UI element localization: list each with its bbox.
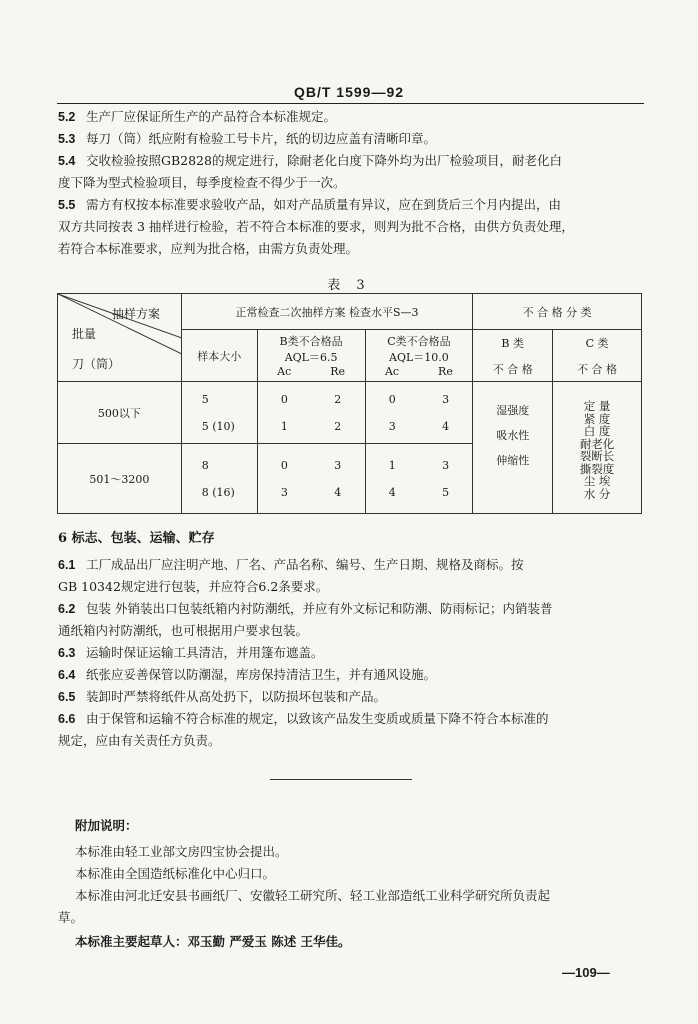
value: 3 — [280, 485, 288, 499]
value: 1 — [388, 458, 396, 472]
clause-number: 6.1 — [58, 558, 76, 572]
c-item: 裂断长 — [579, 449, 615, 463]
separator-rule — [270, 779, 412, 780]
b-aql: AQL＝6.5 — [284, 351, 338, 364]
c-class-col — [553, 330, 642, 382]
c-item: 撕裂度 — [579, 461, 615, 476]
clause-6-3 — [58, 642, 648, 664]
clause-number: 6.4 — [58, 668, 76, 682]
notes-title: 附加说明： — [75, 818, 138, 833]
note-line: 本标准由河北迁安县书画纸厂、安徽轻工研究所、轻工业部造纸工业科学研究所负责起 — [75, 888, 551, 903]
document-header: QB/T 1599—92 — [293, 84, 405, 100]
clause-6-4 — [58, 664, 648, 686]
c-item: 白 度 — [583, 424, 611, 438]
sampling-table — [57, 293, 642, 514]
b-bugehe: 不 合 格 — [492, 362, 533, 376]
table-corner-cell — [58, 294, 182, 382]
clause-6-5 — [58, 686, 648, 708]
c-item: 耐老化 — [579, 436, 615, 451]
clause-text-cont: 规定，应由有关责任方负责。 — [58, 733, 221, 748]
clause-text: 每刀（筒）纸应附有检验工号卡片，纸的切边应盖有清晰印章。 — [85, 131, 436, 146]
value: 4 — [442, 419, 450, 433]
c-header-text: C类不合格品 — [387, 335, 451, 348]
clause-6-1 — [58, 554, 648, 598]
clause-5-2 — [58, 106, 648, 128]
sample-1: 5 — [201, 392, 209, 406]
value: 4 — [334, 485, 342, 499]
clause-number: 6.5 — [58, 690, 76, 704]
note-line: 本标准由全国造纸标准化中心归口。 — [75, 866, 276, 881]
clause-6-2 — [58, 598, 648, 642]
sample-2: 8 (16) — [201, 485, 235, 499]
value: 3 — [388, 419, 396, 433]
plan-header: 正常检查二次抽样方案 检查水平S—3 — [181, 294, 473, 330]
c-items-cell — [553, 382, 642, 514]
clause-text-cont2: 若符合本标准要求，应判为批合格，由需方负责处理。 — [58, 241, 359, 256]
drafters-line: 本标准主要起草人：邓玉勤 严爱玉 陈述 王华佳。 — [75, 934, 351, 949]
clause-number: 5.5 — [58, 198, 76, 212]
sample-size-header: 样本大小 — [181, 330, 257, 382]
clause-text-cont: 通纸箱内衬防潮纸，也可根据用户要求包装。 — [58, 623, 309, 638]
value: 3 — [442, 392, 450, 406]
corner-top-label: 抽样方案 — [112, 306, 161, 321]
ac-label: Ac — [277, 365, 292, 378]
clause-5-3 — [58, 128, 648, 150]
clause-text: 由于保管和运输不符合标准的规定，以致该产品发生变质或质量下降不符合本标准的 — [85, 711, 549, 726]
value: 0 — [280, 458, 288, 472]
value: 3 — [334, 458, 342, 472]
corner-unit-label: 刀（筒） — [72, 356, 121, 371]
b-class-col — [473, 330, 553, 382]
c-class-header — [365, 330, 473, 382]
page-number: —109— — [562, 965, 610, 980]
b-item: 伸缩性 — [496, 454, 530, 467]
sample-2: 5 (10) — [201, 419, 235, 433]
b-values-cell — [257, 444, 365, 514]
sample-size-cell — [181, 382, 257, 444]
b-class-label: B 类 — [501, 336, 525, 350]
value: 4 — [388, 485, 396, 499]
clause-text: 包装 外销装出口包装纸箱内衬防潮纸，并应有外文标记和防潮、防雨标记；内销装普 — [85, 601, 553, 616]
c-aql: AQL＝10.0 — [389, 351, 449, 364]
clause-text: 需方有权按本标准要求验收产品，如对产品质量有异议，应在到货后三个月内提出，由 — [85, 197, 561, 212]
class-header: 不 合 格 分 类 — [473, 294, 642, 330]
re-label: Re — [438, 365, 453, 378]
sample-1: 8 — [201, 458, 209, 472]
clause-5-4 — [58, 150, 648, 194]
clause-text: 纸张应妥善保管以防潮湿，库房保持清洁卫生，并有通风设施。 — [85, 667, 436, 682]
clause-number: 5.2 — [58, 110, 76, 124]
corner-batch-label: 批量 — [72, 326, 97, 341]
c-class-label: C 类 — [585, 336, 609, 350]
value: 2 — [334, 392, 342, 406]
clause-text-cont: 度下降为型式检验项目，每季度检查不得少于一次。 — [58, 175, 346, 190]
sample-size-cell — [181, 444, 257, 514]
c-item: 水 分 — [583, 486, 611, 501]
header-rule — [57, 103, 644, 104]
b-items-cell — [473, 382, 553, 514]
c-item: 紧 度 — [583, 411, 611, 426]
clause-text: 交收检验按照GB2828的规定进行，除耐老化白度下降外均为出厂检验项目，耐老化白 — [85, 153, 562, 168]
clause-text-cont: 双方共同按表 3 抽样进行检验，若不符合本标准的要求，则判为批不合格，由供方负责处理， — [58, 219, 574, 234]
clause-5-5 — [58, 194, 648, 260]
b-header-text: B类不合格品 — [279, 335, 343, 348]
re-label: Re — [330, 365, 346, 378]
clause-number: 6.3 — [58, 646, 76, 660]
table-caption: 表 3 — [327, 278, 371, 293]
clause-number: 5.4 — [58, 154, 76, 168]
clause-text: 工厂成品出厂应注明产地、厂名、产品名称、编号、生产日期、规格及商标。按 — [85, 557, 524, 572]
c-bugehe: 不 合 格 — [577, 362, 618, 376]
clause-text: 生产厂应保证所生产的产品符合本标准规定。 — [85, 109, 336, 124]
c-item: 定 量 — [583, 399, 611, 413]
clause-number: 5.3 — [58, 132, 76, 146]
note-line-cont: 草。 — [58, 910, 84, 925]
ac-label: Ac — [384, 365, 400, 378]
value: 3 — [442, 458, 450, 472]
clause-text: 运输时保证运输工具清洁，并用篷布遮盖。 — [85, 645, 324, 660]
b-item: 湿强度 — [496, 404, 530, 417]
note-line: 本标准由轻工业部文房四宝协会提出。 — [75, 844, 288, 859]
value: 0 — [388, 392, 396, 406]
clause-text-cont: GB 10342规定进行包装，并应符合6.2条要求。 — [58, 579, 329, 594]
b-values-cell — [257, 382, 365, 444]
b-item: 吸水性 — [496, 429, 530, 442]
value: 0 — [280, 392, 288, 406]
section-6-title: 6 标志、包装、运输、贮存 — [58, 531, 215, 546]
clause-number: 6.2 — [58, 602, 76, 616]
batch-cell: 501～3200 — [58, 444, 182, 514]
b-class-header — [257, 330, 365, 382]
value: 1 — [280, 419, 288, 433]
batch-cell: 500以下 — [58, 382, 182, 444]
c-item: 尘 埃 — [583, 474, 611, 488]
clause-6-6 — [58, 708, 648, 752]
clause-number: 6.6 — [58, 712, 76, 726]
value: 5 — [442, 485, 450, 499]
c-values-cell — [365, 444, 473, 514]
value: 2 — [334, 419, 342, 433]
clause-text: 装卸时严禁将纸件从高处扔下，以防损坏包装和产品。 — [85, 689, 386, 704]
c-values-cell — [365, 382, 473, 444]
